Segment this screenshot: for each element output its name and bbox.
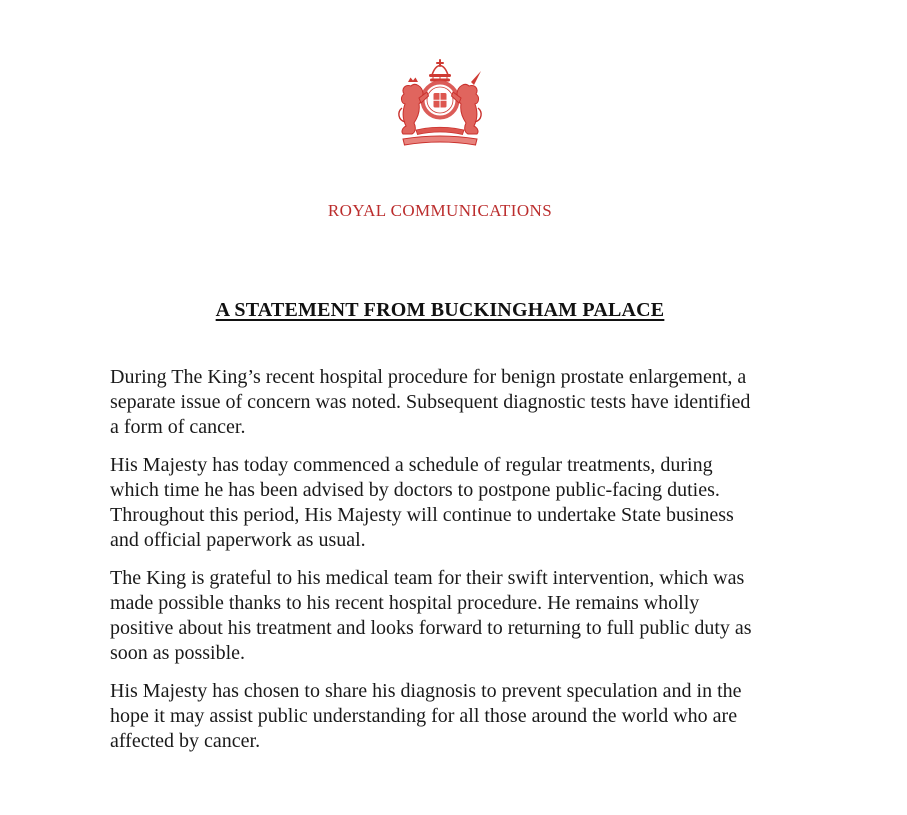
statement-line: soon as possible. (110, 642, 245, 664)
masthead-department: ROYAL COMMUNICATIONS (327, 201, 553, 220)
statement-paragraph (110, 365, 770, 440)
statement-line: separate issue of concern was noted. Subsequent diagnostic tests have identified (110, 391, 751, 413)
statement-line: During The King’s recent hospital procedure for benign prostate enlargement, a (110, 366, 747, 388)
royal-coat-of-arms-icon (388, 58, 492, 150)
statement-paragraph (110, 679, 770, 754)
statement-line: His Majesty has today commenced a schedule of regular treatments, during (110, 454, 713, 476)
statement-line: affected by cancer. (110, 730, 261, 752)
statement-paragraph (110, 453, 770, 553)
statement-line: positive about his treatment and looks forward to returning to full public duty as (110, 617, 752, 639)
statement-line: hope it may assist public understanding for all those around the world who are (110, 705, 738, 727)
document-content (110, 58, 770, 754)
statement-heading: A STATEMENT FROM BUCKINGHAM PALACE (215, 299, 665, 321)
statement-line: which time he has been advised by doctors to postpone public-facing duties. (110, 479, 720, 501)
statement-line: Throughout this period, His Majesty will continue to undertake State business (110, 504, 734, 526)
statement-document (0, 58, 907, 815)
statement-body (110, 365, 770, 754)
statement-line: His Majesty has chosen to share his diagnosis to prevent speculation and in the (110, 680, 742, 702)
statement-line: and official paperwork as usual. (110, 529, 366, 551)
statement-paragraph (110, 566, 770, 666)
statement-line: a form of cancer. (110, 416, 246, 438)
statement-line: The King is grateful to his medical team for their swift intervention, which was (110, 567, 745, 589)
statement-line: made possible thanks to his recent hospital procedure. He remains wholly (110, 592, 700, 614)
